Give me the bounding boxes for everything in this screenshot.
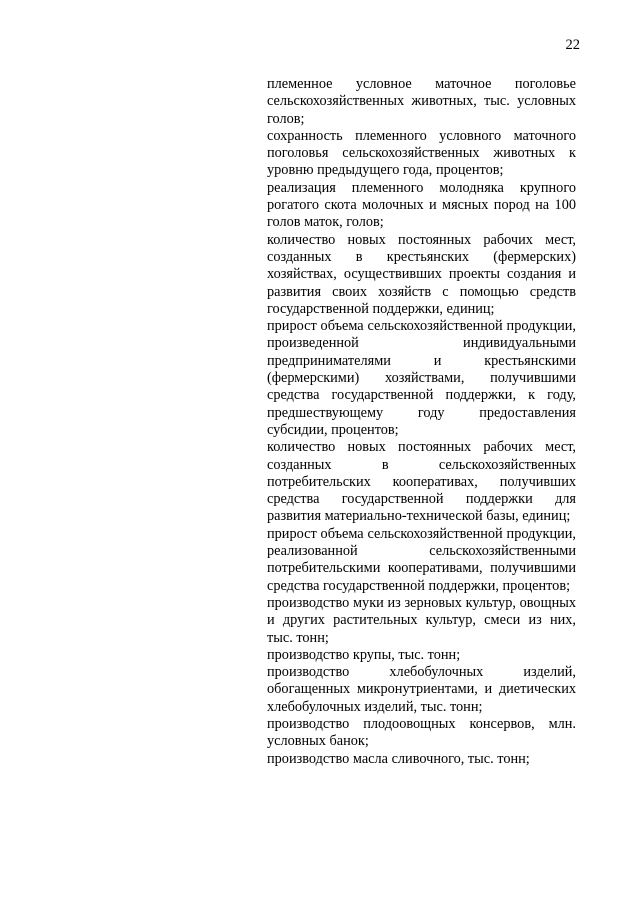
list-item: сохранность племенного условного маточного поголовья сельскохозяйственных животных к уровню предыдущего года, процентов; xyxy=(267,127,576,179)
list-item: производство муки из зерновых культур, овощных и других растительных культур, смеси из них, тыс. тонн; xyxy=(267,594,576,646)
page-number: 22 xyxy=(565,37,580,53)
list-item: реализация племенного молодняка крупного рогатого скота молочных и мясных пород на 100 голов маток, голов; xyxy=(267,179,576,231)
list-item: производство хлебобулочных изделий, обогащенных микронутриентами, и диетических хлебобулочных изделий, тыс. тонн; xyxy=(267,664,576,715)
list-item: производство масла сливочного, тыс. тонн; xyxy=(267,750,530,767)
indicator-list xyxy=(267,76,576,768)
list-item: количество новых постоянных рабочих мест, созданных в крестьянских (фермерских) хозяйствах, осуществивших проекты создания и развития своих хозяйств с помощью средств государственной поддержки, единиц; xyxy=(267,231,576,317)
list-item: производство крупы, тыс. тонн; xyxy=(267,646,461,663)
list-item: количество новых постоянных рабочих мест, созданных в сельскохозяйственных потребительских кооперативах, получивших средства государственной поддержки для развития материально-технической базы, единиц; xyxy=(267,439,576,525)
list-item: племенное условное маточное поголовье сельскохозяйственных животных, тыс. условных голов; xyxy=(267,76,576,127)
list-item: прирост объема сельскохозяйственной продукции, реализованной сельскохозяйственными потребительскими кооперативами, получившими средства государственной поддержки, процентов; xyxy=(267,525,576,594)
list-item: прирост объема сельскохозяйственной продукции, произведенной индивидуальными предпринимателями и крестьянскими (фермерскими) хозяйствами, получившими средства государственной поддержки, к году, предшествующему году предоставления субсидии, процентов; xyxy=(267,318,576,438)
list-item: производство плодоовощных консервов, млн. условных банок; xyxy=(267,715,576,750)
